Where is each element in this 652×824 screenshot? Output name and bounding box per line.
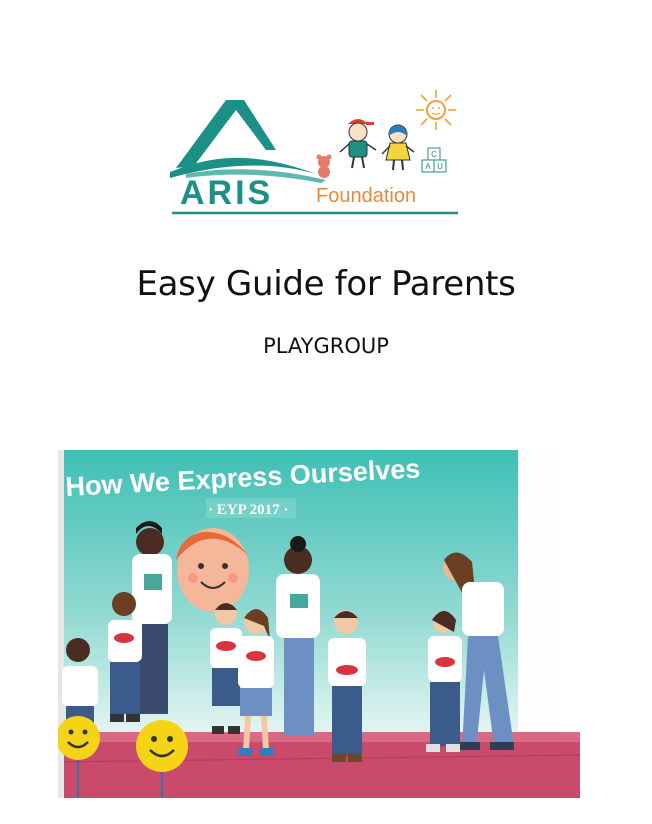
sun-icon: [416, 90, 456, 130]
logo-brand-word: ARIS: [180, 174, 274, 212]
child-boy-illustration: [340, 119, 376, 168]
photo-scene: [58, 450, 580, 798]
block-letter: U: [437, 162, 443, 171]
block-letter: C: [431, 150, 437, 159]
letter-blocks-icon: [422, 148, 446, 172]
page-title: Easy Guide for Parents: [136, 264, 516, 304]
child-girl-illustration: [382, 125, 414, 170]
logo-sub-word: Foundation: [316, 185, 417, 207]
triangle-mark-icon: [170, 100, 326, 183]
block-letter: A: [425, 162, 431, 171]
aris-foundation-logo: [166, 88, 466, 220]
page-subtitle: PLAYGROUP: [263, 334, 389, 358]
banner-subline: · EYP 2017 ·: [208, 502, 289, 518]
cover-photo: [58, 450, 580, 798]
logo-graphic: [166, 88, 466, 220]
banner-headline: How We Express Ourselves: [64, 453, 421, 502]
teddy-icon: [317, 155, 332, 179]
